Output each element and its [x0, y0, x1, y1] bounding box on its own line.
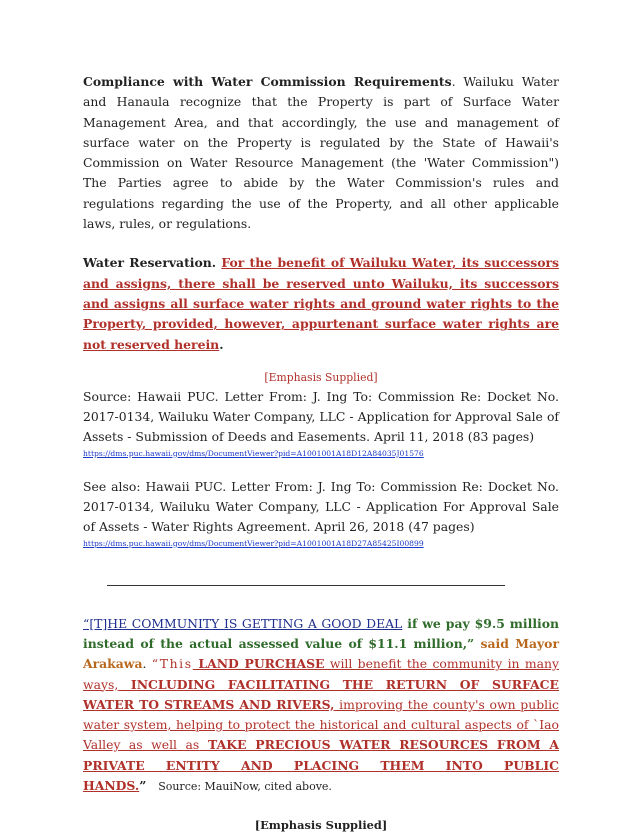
source-2-link[interactable]: https://dms.puc.hawaii.gov/dms/DocumentViewer?pid=A1001001A18D27A85425I00899 [83, 538, 424, 548]
compliance-paragraph [83, 72, 559, 234]
compliance-heading: Compliance with Water Commission Requirements [83, 74, 452, 89]
reservation-sep: . [211, 255, 222, 271]
reservation-end: . [219, 336, 224, 352]
quote-benefit: will benefit the community in many ways, [83, 656, 559, 692]
emphasis-note-1: [Emphasis Supplied] [264, 370, 378, 384]
quote-close: ” [139, 778, 147, 794]
source-1-text: Source: Hawaii PUC. Letter From: J. Ing To: Commission Re: Docket No. 2017-0134, Wailuku Water Company, LLC - Application for Approval Sale of Assets - Submission of Deeds and Easements. April 11, 2018 (83 pages) [83, 388, 559, 445]
compliance-text: . Wailuku Water and Hanaula recognize that the Property is part of Surface Water Management Area, and that accordingly, the use and management of surface water on the Property is regulated by the State of Hawaii's Commission on Water Resource Management (the 'Water Commission") The Parties agree to abide by the Water Commission's rules and regulations regarding the use of the Property, and all other applicable laws, rules, or regulations. [83, 74, 559, 232]
quote-land: LAND PURCHASE [192, 656, 325, 672]
quote-this: “This [151, 656, 193, 672]
source-2-text: See also: Hawaii PUC. Letter From: J. Ing To: Commission Re: Docket No. 2017-0134, Wailuku Water Company, LLC - Application For Approval Sale of Assets - Water Rights Agreement. April 26, 2018 (47 pages) [83, 478, 559, 535]
quote-including: INCLUDING FACILITATING THE RETURN OF SURFACE WATER TO STREAMS AND RIVERS, [83, 676, 559, 712]
reservation-heading: Water Reservation [83, 255, 212, 271]
quote-paragraph [83, 614, 559, 798]
document-page [83, 72, 559, 836]
reservation-paragraph [83, 253, 559, 354]
quote-green: if we pay $9.5 million instead of the actual assessed value of $11.1 million,” [83, 615, 560, 651]
quote-mayor: said Mayor Arakawa [83, 635, 559, 672]
source-1-link[interactable]: https://dms.puc.hawaii.gov/dms/DocumentViewer?pid=A1001001A18D12A84035J01576 [83, 448, 424, 458]
emphasis-note-2: [Emphasis Supplied] [254, 818, 388, 833]
quote-open: “[T]HE COMMUNITY IS GETTING A GOOD DEAL [83, 615, 403, 631]
quote-take: TAKE PRECIOUS WATER RESOURCES FROM A PRIVATE ENTITY AND PLACING THEM INTO PUBLIC HANDS. [83, 737, 559, 794]
reservation-emphasis: For the benefit of Wailuku Water, its successors and assigns, there shall be reserved unto Wailuku, its successors and assigns all surface water rights and ground water rights to the Property, provided, however, appurtenant surface water rights are not reserved herein [83, 255, 559, 352]
quote-improving: improving the county's own public water system, helping to protect the historical and cultural aspects of `Iao Valley as well as [83, 696, 559, 753]
quote-source: Source: MauiNow, cited above. [158, 780, 332, 794]
quote-mayor-end: . [142, 656, 147, 672]
